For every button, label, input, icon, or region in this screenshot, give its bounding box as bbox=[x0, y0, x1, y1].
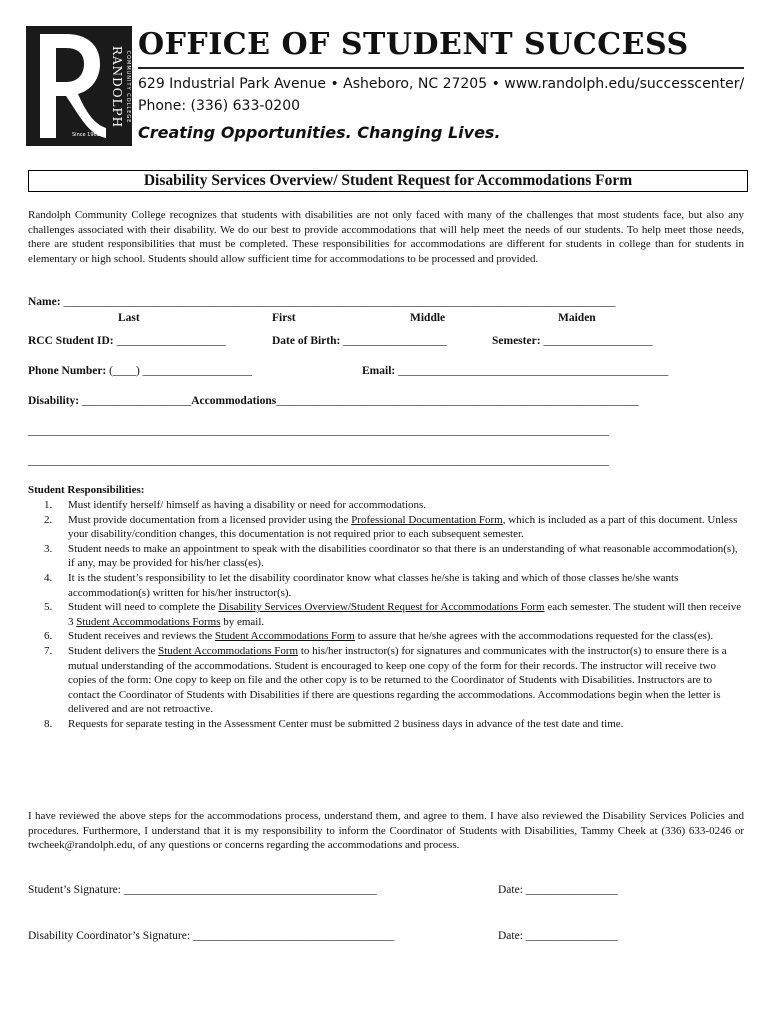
accommodations-extra-line-1[interactable]: _____________________________________________________________________________________________________ bbox=[28, 425, 609, 437]
name-line[interactable]: ________________________________________________________________________________________________ bbox=[63, 296, 616, 308]
coordinator-signature-field[interactable] bbox=[28, 930, 394, 942]
semester-field[interactable] bbox=[492, 335, 653, 347]
list-item: 4. It is the student’s responsibility to let the disability coordinator know what classes he/she is taking and which of those classes he/she wants accommodation(s) written for his/her instructor(s). bbox=[44, 571, 679, 599]
office-address: 629 Industrial Park Avenue • Asheboro, NC 27205 • www.randolph.edu/successcenter/ bbox=[138, 76, 745, 92]
name-field[interactable] bbox=[28, 296, 615, 308]
list-item: 8. Requests for separate testing in the Assessment Center must be submitted 2 business days in advance of the test date and time. bbox=[44, 717, 624, 730]
request-form-link[interactable]: Disability Services Overview/Student Request for Accommodations Form bbox=[218, 601, 545, 614]
name-part-last: Last bbox=[118, 312, 140, 324]
list-item: 7. Student delivers the Student Accommodations Form to his/her instructor(s) for signatures and communicates with the instructor(s) to ensure there is a mutual understanding of the accommodations. Student is encouraged to keep one copy of the form for their records. The instructor will receive two copies of the form: One copy to keep on file and the other copy is to be returned to the Coordinator of Students with Disabilities. Instructors are to contact the Coordinator of Students with Disabilities if there are questions regarding the accommodations. Accommodations begin when the letter is delivered and are not retroactive. bbox=[44, 644, 727, 716]
student-accommodations-forms-link[interactable]: Student Accommodations Forms bbox=[76, 615, 221, 628]
tagline: Creating Opportunities. Changing Lives. bbox=[138, 123, 501, 142]
list-item: 1. Must identify herself/ himself as having a disability or need for accommodations. bbox=[44, 499, 427, 511]
student-date-label: Date: bbox=[498, 884, 523, 896]
logo-since: Since 1962 bbox=[72, 132, 100, 138]
student-date-line[interactable]: ________________ bbox=[525, 884, 618, 896]
name-part-maiden: Maiden bbox=[558, 312, 596, 324]
office-phone: Phone: (336) 633-0200 bbox=[138, 98, 301, 114]
email-line[interactable]: _______________________________________________ bbox=[398, 365, 669, 377]
phone-line[interactable]: (____) ___________________ bbox=[109, 365, 252, 377]
coordinator-signature-label: Disability Coordinator’s Signature: bbox=[28, 930, 191, 942]
student-accommodations-form-link[interactable]: Student Accommodations Form bbox=[158, 644, 299, 657]
name-label: Name: bbox=[28, 296, 61, 308]
email-field[interactable] bbox=[362, 365, 668, 377]
student-date-field[interactable] bbox=[498, 884, 618, 896]
list-item: 5. Student will need to complete the Disability Services Overview/Student Request for Accommodations Form each semester. The student will then receive 3 Student Accommodations Forms by email. bbox=[44, 601, 742, 628]
responsibilities-list bbox=[28, 498, 744, 732]
name-part-middle: Middle bbox=[410, 312, 446, 324]
student-id-line[interactable]: ___________________ bbox=[116, 335, 226, 347]
disability-label: Disability: bbox=[28, 395, 80, 407]
student-accommodations-form-link[interactable]: Student Accommodations Form bbox=[214, 630, 355, 643]
acknowledgement-paragraph: I have reviewed the above steps for the accommodations process, understand them, and agree to them. I have also reviewed the Disability Services Policies and procedures. Furthermore, I understand that it is my responsibility to inform the Coordinator of Students with Disabilities, Tammy Cheek at (336) 633-0246 or twcheek@randolph.edu, of any questions or concerns regarding the accommodations and process. bbox=[28, 810, 744, 852]
student-id-field[interactable] bbox=[28, 335, 226, 347]
email-label: Email: bbox=[362, 365, 396, 377]
form-title: Disability Services Overview/ Student Request for Accommodations Form bbox=[28, 170, 748, 192]
semester-label: Semester: bbox=[492, 335, 541, 347]
student-id-label: RCC Student ID: bbox=[28, 335, 114, 347]
coordinator-date-line[interactable]: ________________ bbox=[525, 930, 618, 942]
responsibilities-title: Student Responsibilities: bbox=[28, 484, 145, 496]
accommodations-label: Accommodations bbox=[191, 395, 277, 407]
student-signature-field[interactable] bbox=[28, 884, 377, 896]
dob-field[interactable] bbox=[272, 335, 447, 347]
office-title: OFFICE OF STUDENT SUCCESS bbox=[138, 27, 689, 62]
list-item: 6. Student receives and reviews the Student Accommodations Form to assure that he/she agrees with the accommodations requested for the class(es). bbox=[44, 630, 714, 643]
coordinator-date-field[interactable] bbox=[498, 930, 618, 942]
logo-wordmark: RANDOLPH COMMUNITY COLLEGE bbox=[110, 45, 131, 129]
semester-line[interactable]: ___________________ bbox=[543, 335, 653, 347]
dob-line[interactable]: __________________ bbox=[343, 335, 447, 347]
name-part-first: First bbox=[272, 312, 296, 324]
phone-label: Phone Number: bbox=[28, 365, 107, 377]
disability-line[interactable]: ___________________ bbox=[82, 395, 192, 407]
intro-paragraph: Randolph Community College recognizes that students with disabilities are not only faced with many of the challenges that most students face, but also any challenges associated with their disability. We do our best to provide accommodations that will help meet the needs of our students. To help meet those needs, there are student responsibilities that must be completed. These responsibilities for accommodations are different for students in college than for students in elementary or high school. Students should allow sufficient time for accommodations to be processed and provided. bbox=[28, 209, 744, 265]
accommodations-extra-line-2[interactable]: _____________________________________________________________________________________________________ bbox=[28, 455, 609, 467]
dob-label: Date of Birth: bbox=[272, 335, 341, 347]
student-signature-label: Student’s Signature: bbox=[28, 884, 121, 896]
disability-field[interactable] bbox=[28, 395, 638, 407]
student-signature-line[interactable]: ____________________________________________ bbox=[123, 884, 377, 896]
header-divider bbox=[138, 67, 744, 69]
phone-field[interactable] bbox=[28, 365, 252, 377]
coordinator-date-label: Date: bbox=[498, 930, 523, 942]
coordinator-signature-line[interactable]: ___________________________________ bbox=[192, 930, 395, 942]
list-item: 3. Student needs to make an appointment to speak with the disabilities coordinator so that there is an understanding of what reasonable accommodation(s), if any, may be provided for his/her class(es). bbox=[44, 542, 738, 570]
list-item: 2. Must provide documentation from a licensed provider using the Professional Documentation Form, which is included as a part of this document. Unless your disability/condition changes, this documentation is not required prior to each subsequent semester. bbox=[44, 513, 738, 541]
professional-documentation-form-link[interactable]: Professional Documentation Form bbox=[351, 513, 503, 526]
accommodations-line[interactable]: _______________________________________________________________ bbox=[276, 395, 639, 407]
college-logo bbox=[26, 26, 132, 146]
letterhead bbox=[26, 26, 746, 148]
